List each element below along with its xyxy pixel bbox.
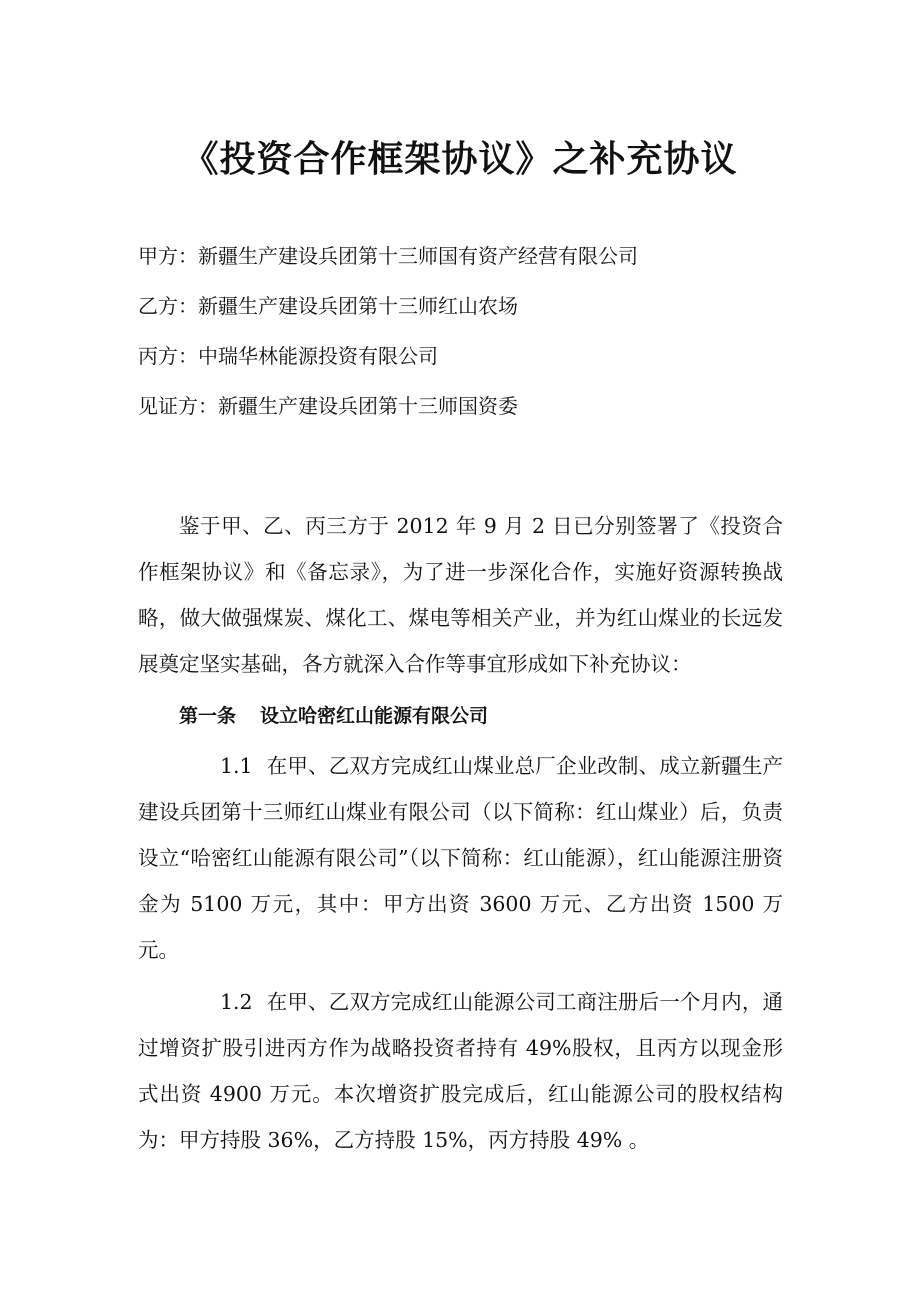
party-name: 新疆生产建设兵团第十三师红山农场: [198, 294, 518, 318]
party-name: 新疆生产建设兵团第十三师国有资产经营有限公司: [198, 244, 638, 268]
party-name: 中瑞华林能源投资有限公司: [198, 344, 438, 368]
document-title: 《投资合作框架协议》之补充协议: [182, 139, 738, 180]
party-label: 乙方：: [138, 294, 198, 318]
article-number: 第一条: [179, 705, 237, 727]
parties-list: [138, 240, 838, 440]
party-name: 新疆生产建设兵团第十三师国资委: [218, 394, 518, 418]
party-a: [138, 240, 838, 290]
clause-paragraph: [138, 743, 783, 973]
article-heading: [138, 693, 783, 739]
clause-number: 1.1: [220, 754, 253, 778]
article-title: 设立哈密红山能源有限公司: [260, 705, 489, 727]
party-witness: [138, 390, 838, 440]
agreement-body: [138, 503, 783, 1169]
clause-text: 在甲、乙双方完成红山能源公司工商注册后一个月内，通过增资扩股引进丙方作为战略投资者持有 49%股权，且丙方以现金形式出资 4900 万元。本次增资扩股完成后，红山能源公司的股权结构为：甲方持股 36%，乙方持股 15%，丙方持股 49% 。: [138, 990, 783, 1152]
party-label: 丙方：: [138, 344, 198, 368]
party-label: 见证方：: [138, 394, 218, 418]
party-b: [138, 290, 838, 340]
party-c: [138, 340, 838, 390]
clause-number: 1.2: [220, 990, 253, 1014]
clause-text: 在甲、乙双方完成红山煤业总厂企业改制、成立新疆生产建设兵团第十三师红山煤业有限公司（以下简称：红山煤业）后，负责设立“哈密红山能源有限公司”（以下简称：红山能源），红山能源注册资金为 5100 万元，其中：甲方出资 3600 万元、乙方出资 1500 万元。: [138, 754, 783, 962]
preamble-paragraph: 鉴于甲、乙、丙三方于 2012 年 9 月 2 日已分别签署了《投资合作框架协议》和《备忘录》，为了进一步深化合作，实施好资源转换战略，做大做强煤炭、煤化工、煤电等相关产业，并为红山煤业的长远发展奠定坚实基础，各方就深入合作等事宜形成如下补充协议：: [138, 514, 783, 676]
clause-paragraph: [138, 979, 783, 1163]
party-label: 甲方：: [138, 244, 198, 268]
